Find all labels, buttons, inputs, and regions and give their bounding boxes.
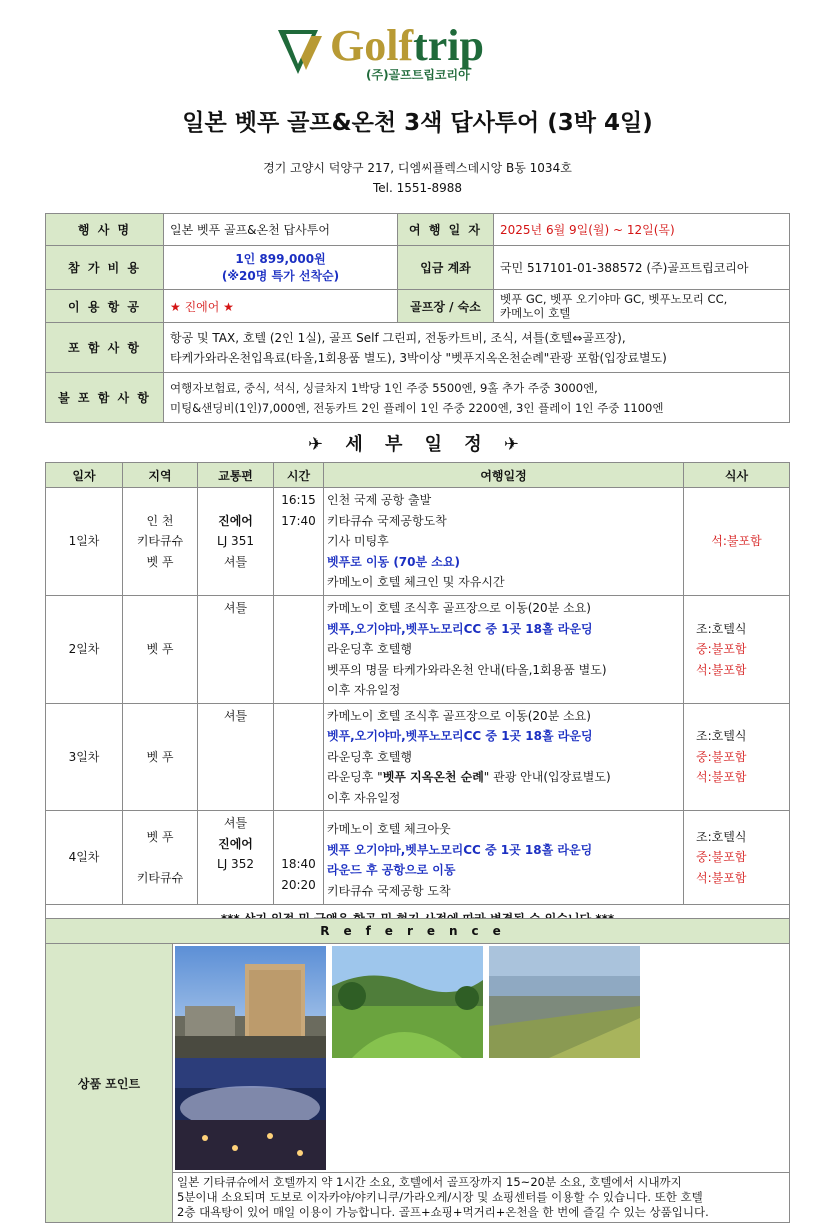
tour-info-table [45,213,790,423]
day4-itinerary [324,811,684,905]
day1-time [274,488,324,596]
airline-label: 이 용 항 공 [46,290,164,323]
reference-photos [173,944,790,1173]
course-cell [494,290,790,323]
day1-region [123,488,198,596]
day4-meal [684,811,790,905]
day1-region-1: 인 천 [146,513,174,528]
hotel-name: 카메노이 호텔 [500,306,571,320]
city-view-photo [489,946,640,1058]
include-line-2: 타케가와라온천입욕료(타올,1회용품 별도), 3박이상 "벳푸지옥온천순례"관광 포함(입장료별도) [170,350,667,365]
day4-item-3: 라운드 후 공항으로 이동 [327,863,456,877]
day3-region: 벳 푸 [123,703,198,811]
desc-line-2: 5분이내 소요되며 도보로 이자카야/야키니쿠/가라오케/시장 및 쇼핑센터를 이용할 수 있습니다. 또한 호텔 [177,1190,703,1204]
day3-item-4-b: 벳푸 지옥온천 순례 [382,770,484,784]
day3-item-4-c: " 관광 안내(입장료별도) [483,770,611,784]
day4-item-1: 카메노이 호텔 체크아웃 [327,822,451,836]
day1-transport [198,488,274,596]
logo-brand-golf: Golf [330,21,414,70]
day2-meal [684,596,790,704]
bank-account: 국민 517101-01-388572 (주)골프트립코리아 [494,246,790,290]
fee-price: 1인 899,000원 [235,251,326,266]
day3-transport: 셔틀 [198,703,274,811]
golf-course-photo [332,946,483,1058]
include-cell [164,323,790,373]
day1-item-4: 벳푸로 이동 (70분 소요) [327,554,460,569]
fee-note: (※20명 특가 선착순) [221,268,340,283]
day1-meal: 석:불포함 [684,488,790,596]
company-logo [278,22,558,86]
product-point-label: 상품 포인트 [46,944,173,1223]
day4-transport [198,811,274,905]
desc-line-3: 2층 대욕탕이 있어 매일 이용이 가능합니다. 골프+쇼핑+먹거리+온천을 한 번에 즐길 수 있는 상품입니다. [177,1205,709,1219]
hotel-photo [175,946,326,1058]
day1-transport-1: 진에어 [218,513,253,528]
schedule-row-day1 [46,488,790,596]
day4-label: 4일차 [46,811,123,905]
day1-label: 1일차 [46,488,123,596]
tour-name-label: 행 사 명 [46,214,164,246]
golf-courses: 벳푸 GC, 벳푸 오기야마 GC, 벳푸노모리 CC, [500,292,728,306]
day1-item-5: 카메노이 호텔 체크인 및 자유시간 [327,575,505,589]
day1-region-2: 키타큐슈 [136,534,184,549]
include-label: 포 함 사 항 [46,323,164,373]
day2-region: 벳 푸 [123,596,198,704]
product-description [173,1173,790,1223]
exclude-line-1: 여행자보험료, 중식, 석식, 싱글차지 1박당 1인 주중 5500엔, 9홀 추가 주중 3000엔, [170,380,598,395]
tour-date: 2025년 6월 9일(월) ~ 12일(목) [494,214,790,246]
reference-header: Reference [46,919,790,944]
day4-transport-3: LJ 352 [217,857,254,871]
day3-meal-2: 중:불포함 [696,749,747,764]
exclude-label: 불 포 함 사 항 [46,373,164,423]
day3-meal [684,703,790,811]
address: 경기 고양시 덕양구 217, 디엠씨플렉스데시앙 B동 1034호 [263,161,572,175]
header-meal: 식사 [684,463,790,488]
day4-time [274,811,324,905]
header-time: 시간 [274,463,324,488]
day3-item-4-a: 라운딩후 " [327,770,383,784]
day4-transport-2: 진에어 [218,836,253,851]
day2-item-2: 벳푸,오기야마,벳푸노모리CC 중 1곳 18홀 라운딩 [327,621,593,636]
day3-meal-3: 석:불포함 [696,770,747,784]
account-label: 입금 계좌 [398,246,494,290]
day2-transport: 셔틀 [198,596,274,704]
desc-line-1: 일본 기타큐슈에서 호텔까지 약 1시간 소요, 호텔에서 골프장까지 15~20분 소요, 호텔에서 시내까지 [177,1175,682,1189]
day2-item-3: 라운딩후 호텔행 [327,642,412,656]
exclude-line-2: 미팅&샌딩비(1인)7,000엔, 전동카트 2인 플레이 1인 주중 2200엔, 3인 플레이 1인 주중 1100엔 [170,400,664,415]
day4-item-4: 키타큐슈 국제공항 도착 [327,883,451,898]
day3-meal-1: 조:호텔식 [696,729,747,743]
day4-meal-1: 조:호텔식 [696,829,747,844]
day1-time-2: 17:40 [281,513,316,528]
day1-itinerary [324,488,684,596]
day1-item-1: 인천 국제 공항 출발 [327,493,432,507]
header-region: 지역 [123,463,198,488]
onsen-night-photo [175,1058,326,1170]
day3-item-5: 이후 자유일정 [327,790,401,805]
header-itinerary: 여행일정 [324,463,684,488]
header-transport: 교통편 [198,463,274,488]
day1-item-2: 키타큐슈 국제공항도착 [327,513,447,528]
logo-brand-trip: trip [413,21,484,70]
day4-region-1: 벳 푸 [146,830,174,844]
day2-meal-2: 중:불포함 [696,642,747,656]
fee-label: 참 가 비 용 [46,246,164,290]
day3-label: 3일차 [46,703,123,811]
day3-itinerary [324,703,684,811]
day1-region-3: 벳 푸 [146,554,174,569]
day3-item-2: 벳푸,오기야마,벳푸노모리CC 중 1곳 18홀 라운딩 [327,729,593,743]
schedule-row-day2 [46,596,790,704]
day2-itinerary [324,596,684,704]
day4-transport-1: 셔틀 [223,816,248,830]
reference-table [45,918,790,1223]
day4-region [123,811,198,905]
logo-flag-icon [278,26,326,76]
day2-item-1: 카메노이 호텔 조식후 골프장으로 이동(20분 소요) [327,601,591,615]
page-title: 일본 벳푸 골프&온천 3색 답사투어 (3박 4일) [182,110,653,136]
day4-region-2: 키타큐슈 [136,870,184,885]
day1-time-1: 16:15 [281,493,316,507]
logo-subtitle: (주)골프트립코리아 [366,68,470,82]
include-line-1: 항공 및 TAX, 호텔 (2인 1실), 골프 Self 그린피, 전동카트비, 조식, 셔틀(호텔⇔골프장), [170,330,626,345]
day1-transport-2: LJ 351 [217,534,254,549]
day3-item-3: 라운딩후 호텔행 [327,749,412,764]
tour-name: 일본 벳푸 골프&온천 답사투어 [164,214,398,246]
course-label: 골프장 / 숙소 [398,290,494,323]
date-label: 여 행 일 자 [398,214,494,246]
day2-meal-3: 석:불포함 [696,662,747,677]
schedule-table [45,462,790,934]
schedule-row-day3 [46,703,790,811]
fee-cell [164,246,398,290]
day4-meal-3: 석:불포함 [696,870,747,885]
day2-item-5: 이후 자유일정 [327,683,401,697]
day3-time [274,703,324,811]
header-day: 일자 [46,463,123,488]
day3-item-4 [327,767,680,788]
day4-meal-2: 중:불포함 [696,850,747,865]
day3-item-1: 카메노이 호텔 조식후 골프장으로 이동(20분 소요) [327,708,591,723]
day4-time-1: 18:40 [281,857,316,871]
day2-time [274,596,324,704]
schedule-section-title: ✈ 세 부 일 정 ✈ [307,434,528,455]
day1-item-3: 기사 미팅후 [327,534,389,548]
day1-transport-3: 셔틀 [223,554,248,569]
day4-time-2: 20:20 [281,877,316,892]
day4-item-2: 벳푸 오기야마,벳부노모리CC 중 1곳 18홀 라운딩 [327,842,593,857]
day2-item-4: 벳푸의 명물 타케가와라온천 안내(타올,1회용품 별도) [327,662,607,677]
logo-brand [330,22,484,70]
day2-label: 2일차 [46,596,123,704]
day2-meal-1: 조:호텔식 [696,621,747,636]
exclude-cell [164,373,790,423]
airline: ★ 진에어 ★ [164,290,398,323]
telephone: Tel. 1551-8988 [372,181,463,195]
schedule-row-day4 [46,811,790,905]
